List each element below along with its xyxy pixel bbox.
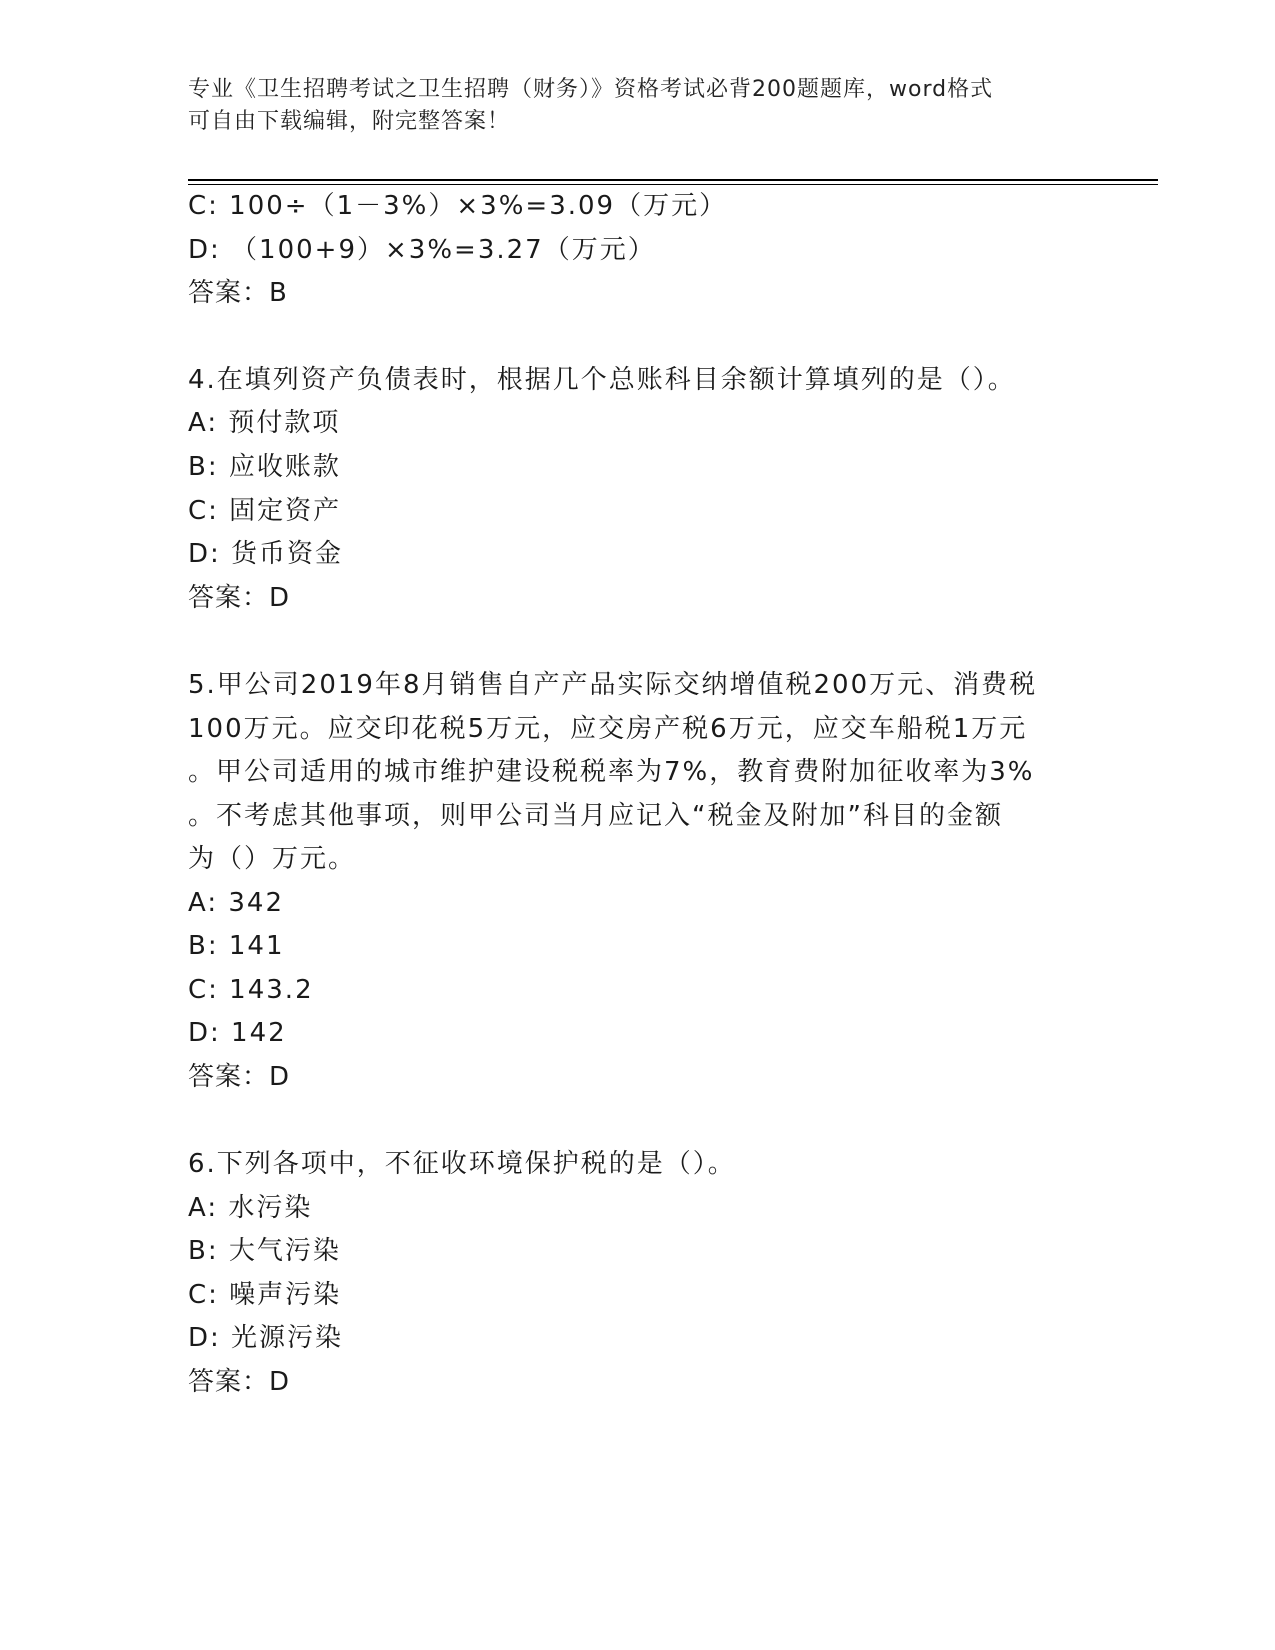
q4-option-c: C: 固定资产 xyxy=(188,496,342,526)
q3-answer: 答案：B xyxy=(188,278,288,308)
q5-option-a: A: 342 xyxy=(188,888,284,918)
header-title-line-1: 专业《卫生招聘考试之卫生招聘（财务）》资格考试必背200题题库，word格式 xyxy=(188,77,994,102)
q5-stem-line-4: 。不考虑其他事项，则甲公司当月应记入“税金及附加”科目的金额 xyxy=(188,801,1003,831)
q5-stem-line-5: 为（）万元。 xyxy=(188,844,357,874)
q3-option-d: D: （100+9）×3%=3.27（万元） xyxy=(188,235,656,265)
q3-option-c: C: 100÷（1－3%）×3%=3.09（万元） xyxy=(188,191,728,221)
q5-option-c: C: 143.2 xyxy=(188,975,314,1005)
q6-option-d: D: 光源污染 xyxy=(188,1323,344,1353)
q6-stem: 6.下列各项中，不征收环境保护税的是（）。 xyxy=(188,1149,736,1179)
q5-stem-line-3: 。甲公司适用的城市维护建设税税率为7%，教育费附加征收率为3% xyxy=(188,757,1035,787)
q6-option-b: B: 大气污染 xyxy=(188,1236,341,1266)
document-header xyxy=(188,74,1088,138)
q5-stem-line-1: 5.甲公司2019年8月销售自产产品实际交纳增值税200万元、消费税 xyxy=(188,670,1038,700)
q6-option-a: A: 水污染 xyxy=(188,1193,313,1223)
q4-stem: 4.在填列资产负债表时，根据几个总账科目余额计算填列的是（）。 xyxy=(188,365,1016,395)
q4-option-a: A: 预付款项 xyxy=(188,408,341,438)
q5-stem-line-2: 100万元。应交印花税5万元，应交房产税6万元，应交车船税1万元 xyxy=(188,714,1028,744)
q6-answer: 答案：D xyxy=(188,1367,291,1397)
header-divider-thick xyxy=(188,179,1158,181)
q4-option-b: B: 应收账款 xyxy=(188,452,341,482)
q5-option-b: B: 141 xyxy=(188,931,285,961)
q4-answer: 答案：D xyxy=(188,583,291,613)
q6-option-c: C: 噪声污染 xyxy=(188,1280,342,1310)
q5-answer: 答案：D xyxy=(188,1062,291,1092)
header-title-line-2: 可自由下载编辑，附完整答案！ xyxy=(188,109,511,134)
q5-option-d: D: 142 xyxy=(188,1018,287,1048)
q4-option-d: D: 货币资金 xyxy=(188,539,344,569)
